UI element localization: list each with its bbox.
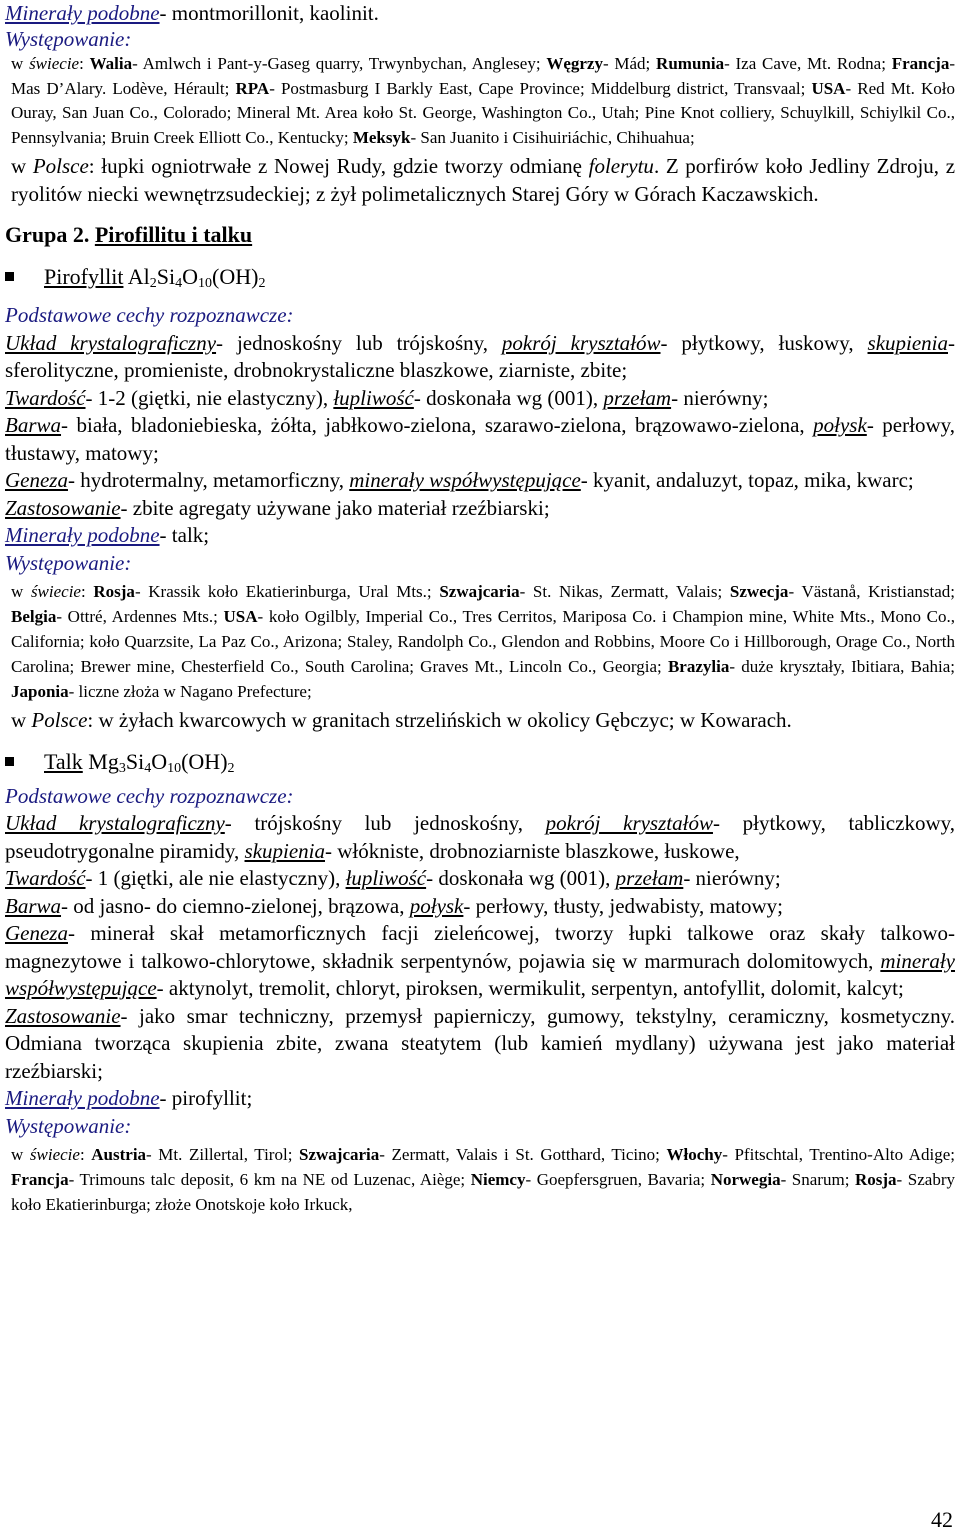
wystepowanie-heading-3: Występowanie: bbox=[5, 1113, 132, 1138]
podobne-line: Minerały podobne- talk; bbox=[5, 523, 210, 547]
wystepowanie-heading-2: Występowanie: bbox=[5, 550, 132, 575]
podobne-line-2: Minerały podobne- pirofyllit; bbox=[5, 1086, 253, 1110]
mineraly-podobne-label: Minerały podobne bbox=[5, 1, 160, 25]
barwa-line: Barwa- biała, bladoniebieska, żółta, jabłkowo-zielona, szarawo-zielona, brązowawo-zielona, połysk- perłowy, tłustawy, matowy; bbox=[5, 413, 955, 465]
page-number: 42 bbox=[931, 1507, 953, 1532]
bullet-icon bbox=[5, 757, 14, 766]
occurrence-poland-2: w Polsce: w żyłach kwarcowych w granitach strzelińskich w okolicy Gębczyc; w Kowarach. bbox=[11, 708, 792, 732]
twardosc-line: Twardość- 1-2 (giętki, nie elastyczny), łupliwość- doskonała wg (001), przełam- nierówny; bbox=[5, 385, 769, 410]
zastosowanie-line-2: Zastosowanie- jako smar techniczny, przemysł papierniczy, gumowy, tekstylny, ceramiczny, kosmetyczny. Odmiana tworząca skupienia zbite, zwana steatytem (lub kamień mydlany) używana jest jako materiał rzeźbiarski; bbox=[5, 1003, 955, 1083]
occurrence-world: w świecie: Walia- Amlwch i Pant-y-Gaseg quarry, Trwynbychan, Anglesey; Węgrzy- Mád; Rumunia- Iza Cave, Mt. Rodna; Francja- Mas D’Alary. Lodève, Hérault; RPA- Postmasburg I Barkly East, Cape Province; Middelburg district, Transvaal; USA- Red Mt. Koło Ouray, San Juan Co., Colorado; Mineral Mt. Area koło St. George, Washington Co., Utah; Pine Knot colliery, Schuylkill, Schiylkil Co., Pennsylvania; Bruin Creek Elliott Co., Kentucky; Meksyk- San Juanito i Cisihuiriáchic, Chihuahua; bbox=[11, 54, 955, 147]
mineral-heading-talk: Talk $Mg_3Si_4O_{10}(OH)_2$ bbox=[5, 747, 955, 777]
uklad-line-2: Układ krystalograficzny- trójskośny lub jednoskośny, pokrój kryształów- płytkowy, tabliczkowy, pseudotrygonalne piramidy, skupienia- włókniste, drobnoziarniste blaszkowe, łuskowe, bbox=[5, 811, 956, 863]
mineral-heading-pirofyllit: Pirofyllit $Al_2Si_4O_{10}(OH)_2$ bbox=[5, 262, 955, 292]
mineraly-podobne-line: Minerały podobne- montmorillonit, kaolinit. bbox=[5, 1, 379, 25]
twardosc-line-2: Twardość- 1 (giętki, ale nie elastyczny), łupliwość- doskonała wg (001), przełam- nierówny; bbox=[5, 866, 781, 890]
page-content bbox=[5, 0, 955, 1217]
occurrence-world-2: w świecie: Rosja- Krassik koło Ekatierinburga, Ural Mts.; Szwajcaria- St. Nikas, Zermatt, Valais; Szwecja- Västanå, Kristianstad; Belgia- Ottré, Ardennes Mts.; USA- koło Ogilbly, Imperial Co., Tres Cerritos, Mariposa Co. i Champion mine, White Mts., Mono Co., California; koło Quarzsite, La Paz Co., Arizona; Staley, Randolph Co., Glendon and Robbins, Moore Co i Hillborough, Orage Co., North Carolina; Brewer mine, Chesterfield Co., South Carolina; Graves Mt., Lincoln Co., Georgia; Brazylia- duże kryształy, Ibitiara, Bahia; Japonia- liczne złoża w Nagano Prefecture; bbox=[11, 582, 955, 701]
group-heading: Grupa 2. Pirofillitu i talku bbox=[5, 222, 253, 247]
wystepowanie-heading: Występowanie: bbox=[5, 27, 132, 51]
bullet-icon bbox=[5, 272, 14, 281]
occurrence-world-3: w świecie: Austria- Mt. Zillertal, Tirol; Szwajcaria- Zermatt, Valais i St. Gotthard, Ticino; Włochy- Pfitschtal, Trentino-Alto Adige; Francja- Trimouns talc deposit, 6 km na NE od Luzenac, Aiège; Niemcy- Goepfersgruen, Bavaria; Norwegia- Snarum; Rosja- Szabry koło Ekatierinburga; złoże Onotskoje koło Irkuck, bbox=[11, 1145, 955, 1214]
geneza-line: Geneza- hydrotermalny, metamorficzny, minerały współwystępujące- kyanit, andaluzyt, topaz, mika, kwarc; bbox=[5, 468, 914, 492]
barwa-line-2: Barwa- od jasno- do ciemno-zielonej, brązowa, połysk- perłowy, tłusty, jedwabisty, matowy; bbox=[5, 893, 784, 918]
geneza-line-2: Geneza- minerał skał metamorficznych facji zieleńcowej, tworzy łupki talkowe oraz skały talkowo- magnezytowe i talkowo-chlorytowe, składnik serpentynów, pojawia się w marmurach dolomitowych, minerały współwystępujące- aktynolyt, tremolit, chloryt, piroksen, wermikulit, serpentyn, antofyllit, dolomit, kalcyt; bbox=[5, 921, 955, 1000]
uklad-line: Układ krystalograficzny- jednoskośny lub trójskośny, pokrój kryształów- płytkowy, łuskowy, skupienia- sferolityczne, promieniste, drobnokrystaliczne blaszkowe, ziarniste, zbite; bbox=[5, 330, 955, 382]
occurrence-poland: w Polsce: łupki ogniotrwałe z Nowej Rudy, gdzie tworzy odmianę folerytu. Z porfirów koło Jedliny Zdroju, z ryolitów niecki wewnętrzsudeckiej; z żył polimetalicznych Starej Góry w Górach Kaczawskich. bbox=[11, 154, 956, 206]
cechy-heading: Podstawowe cechy rozpoznawcze: bbox=[5, 303, 294, 327]
cechy-heading-2: Podstawowe cechy rozpoznawcze: bbox=[5, 783, 294, 808]
zastosowanie-line: Zastosowanie- zbite agregaty używane jako materiał rzeźbiarski; bbox=[5, 495, 550, 520]
